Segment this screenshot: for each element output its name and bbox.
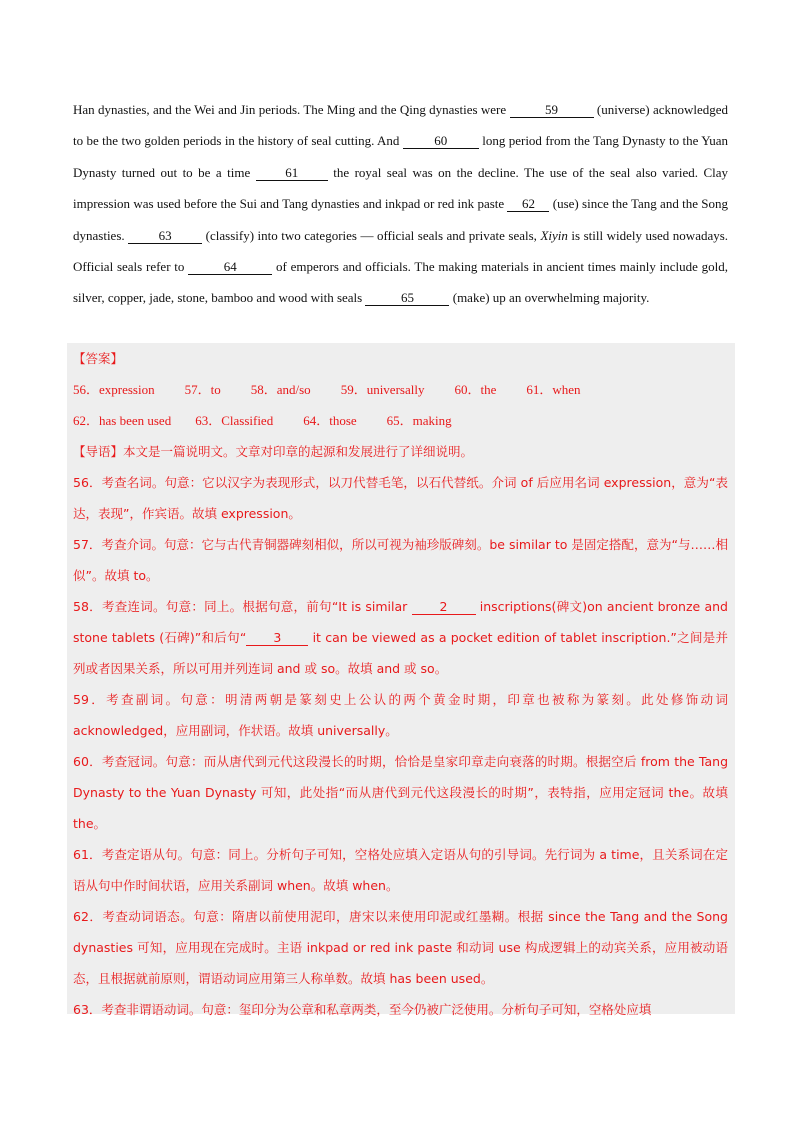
passage-segment: (use) since the Tang and the Song dynasties. bbox=[73, 196, 729, 243]
blank-3: 3 bbox=[246, 630, 308, 646]
explanation-segment: inscriptions(碑文)on ancient bronze and stone tablets (石碑)”和后句“ bbox=[73, 599, 728, 645]
answer-analysis-box bbox=[67, 343, 735, 1017]
passage bbox=[73, 94, 728, 314]
blank-61: 61 bbox=[256, 165, 328, 181]
answer-65: 65．making bbox=[386, 413, 452, 428]
passage-text bbox=[73, 94, 728, 314]
answer-63: 63．Classified bbox=[195, 413, 274, 428]
term-xiyin: Xiyin bbox=[540, 227, 568, 243]
passage-segment: Han dynasties, and the Wei and Jin periods. The Ming and the Qing dynasties were bbox=[73, 102, 507, 117]
passage-segment: the royal seal was on the decline. The use of the seal also varied. Clay impression was used before the Sui and Tang dynasties and inkpad or red ink paste bbox=[73, 164, 729, 212]
passage-segment: of emperors and officials. The making materials in ancient times mainly include gold, silver, copper, jade, stone, bamboo and wood with seals bbox=[73, 259, 729, 306]
answer-57: 57．to bbox=[184, 382, 221, 397]
passage-segment: (universe) acknowledged to be the two golden periods in the history of seal cutting. And bbox=[73, 102, 729, 149]
passage-segment: long period from the Tang Dynasty to the Yuan Dynasty turned out to be a time bbox=[73, 133, 729, 180]
answer-58: 58．and/so bbox=[250, 382, 311, 397]
analysis-text bbox=[73, 343, 728, 1025]
answer-56: 56．expression bbox=[73, 382, 155, 397]
explanation-56: 56．考查名词。句意：它以汉字为表现形式，以刀代替毛笔，以石代替纸。介词 of 后应用名词 expression，意为“表达，表现”，作宾语。故填 expression。 bbox=[73, 475, 728, 521]
answer-62: 62．has been used bbox=[73, 413, 172, 428]
explanation-60: 60．考查冠词。句意：而从唐代到元代这段漫长的时期，恰恰是皇家印章走向衰落的时期。根据空后 from the Tang Dynasty to the Yuan Dynasty 可知，此处指“而从唐代到元代这段漫长的时期”，表特指，应用定冠词 the。故填 the。 bbox=[73, 754, 728, 831]
answer-header: 【答案】 bbox=[73, 351, 124, 366]
blank-63: 63 bbox=[128, 228, 202, 244]
blank-2: 2 bbox=[412, 599, 476, 615]
explanation-segment: 58．考查连词。句意：同上。根据句意，前句“It is similar bbox=[73, 599, 408, 614]
passage-segment: (classify) into two categories — official seals and private seals, bbox=[205, 227, 537, 243]
answer-64: 64．those bbox=[303, 413, 357, 428]
blank-62: 62 bbox=[507, 196, 549, 212]
passage-segment: (make) up an overwhelming majority. bbox=[452, 290, 650, 306]
answer-59: 59．universally bbox=[340, 382, 425, 397]
answer-60: 60．the bbox=[454, 382, 497, 397]
blank-59: 59 bbox=[510, 102, 594, 118]
guide-text: 【导语】本文是一篇说明文。文章对印章的起源和发展进行了详细说明。 bbox=[73, 444, 474, 459]
blank-65: 65 bbox=[365, 290, 449, 306]
explanation-58 bbox=[73, 591, 728, 684]
passage-segment: is still widely used nowadays. Official seals refer to bbox=[73, 227, 729, 275]
explanation-57: 57．考查介词。句意：它与古代青铜器碑刻相似，所以可视为袖珍版碑刻。be similar to 是固定搭配，意为“与……相似”。故填 to。 bbox=[73, 537, 728, 583]
explanation-59: 59．考查副词。句意：明清两朝是篆刻史上公认的两个黄金时期，印章也被称为篆刻。此处修饰动词 acknowledged，应用副词，作状语。故填 universally。 bbox=[73, 692, 728, 738]
explanation-61: 61．考查定语从句。句意：同上。分析句子可知，空格处应填入定语从句的引导词。先行词为 a time，且关系词在定语从句中作时间状语，应用关系副词 when。故填 when。 bbox=[73, 847, 728, 893]
answer-61: 61．when bbox=[526, 382, 581, 397]
answers-list bbox=[73, 374, 728, 436]
explanation-62: 62．考查动词语态。句意：隋唐以前使用泥印，唐宋以来使用印泥或红墨糊。根据 since the Tang and the Song dynasties 可知，应用现在完成时。主语 inkpad or red ink paste 和动词 use 构成逻辑上的动宾关系，应用被动语态，且根据就前原则，谓语动词应用第三人称单数。故填 has been used。 bbox=[73, 909, 728, 986]
blank-64: 64 bbox=[188, 259, 272, 275]
blank-60: 60 bbox=[403, 133, 479, 149]
explanation-63: 63．考查非谓语动词。句意：玺印分为公章和私章两类，至今仍被广泛使用。分析句子可知，空格处应填 bbox=[73, 1002, 652, 1017]
explanation-segment: it can be viewed as a pocket edition of tablet inscription.”之间是并列或者因果关系，所以可用并列连词 and 或 so。故填 and 或 so。 bbox=[73, 630, 728, 676]
